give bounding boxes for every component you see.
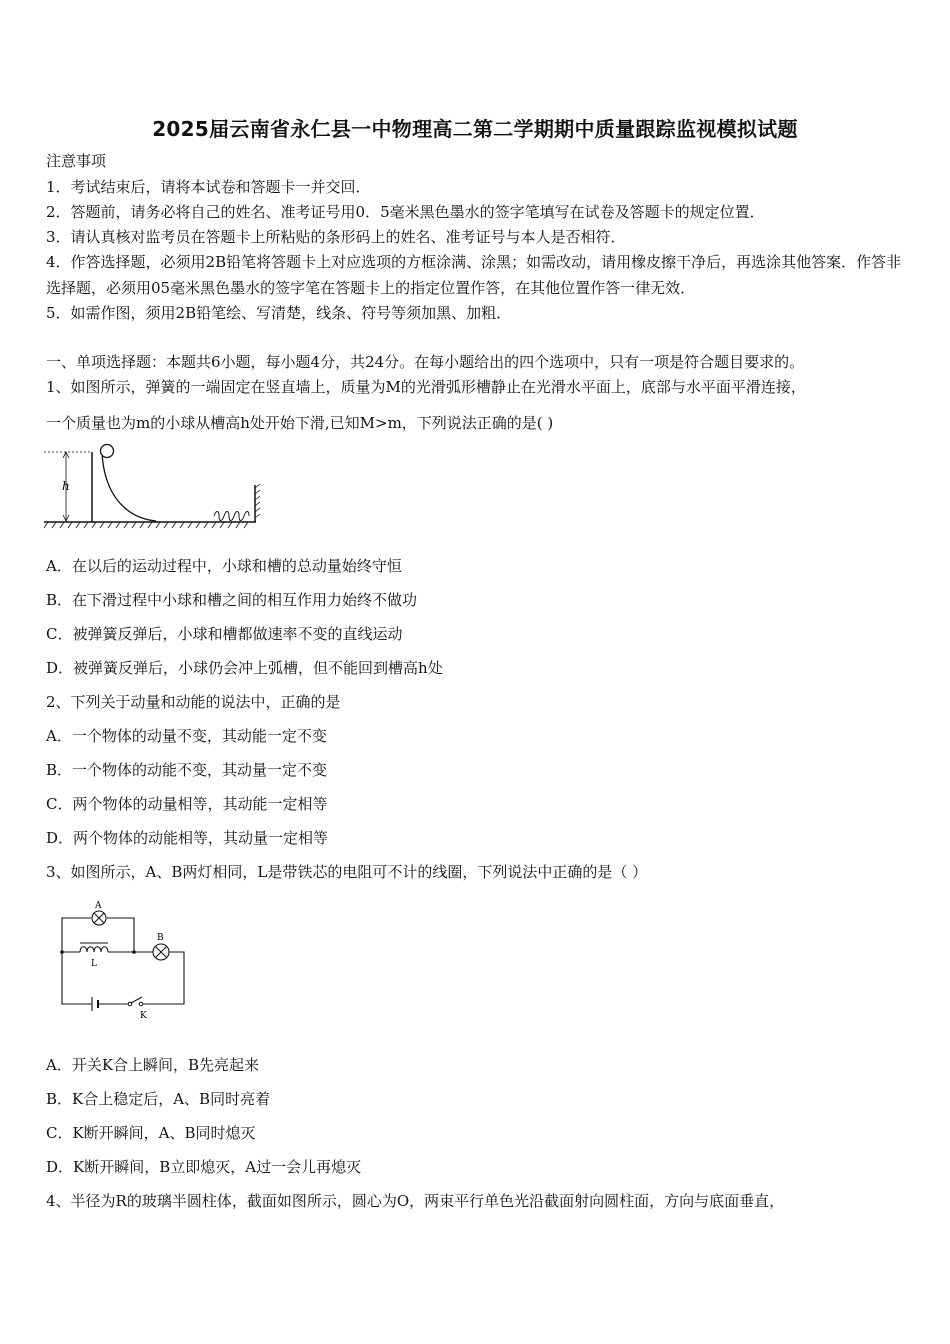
q1-option-a: A．在以后的运动过程中，小球和槽的总动量始终守恒 [46,557,402,575]
q1-stem-line1: 1、如图所示，弹簧的一端固定在竖直墙上，质量为M的光滑弧形槽静止在光滑水平面上，底部与水平面平滑连接， [46,378,806,396]
section-heading: 一、单项选择题：本题共6小题，每小题4分，共24分。在每小题给出的四个选项中，只有一项是符合题目要求的。 [46,353,805,371]
notice-item-4: 4．作答选择题，必须用2B铅笔将答题卡上对应选项的方框涂满、涂黑；如需改动，请用橡皮擦干净后，再选涂其他答案．作答非选择题，必须用05毫米黑色墨水的签字笔在答题卡上的指定位置作答，在其他位置作答一律无效． [46,253,902,297]
q1-option-b: B．在下滑过程中小球和槽之间的相互作用力始终不做功 [46,591,418,609]
q3-inductor-coil [80,947,108,952]
q3-wire-top-right [107,918,134,952]
q3-stem: 3、如图所示，A、B两灯相同，L是带铁芯的电阻可不计的线圈，下列说法中正确的是（ ） [46,863,648,881]
notice-item-5: 5．如需作图，须用2B铅笔绘、写清楚，线条、符号等须加黑、加粗． [46,304,512,322]
q3-label-a: A [95,901,102,911]
q2-option-b: B．一个物体的动能不变，其动量一定不变 [46,761,328,779]
q3-option-b: B．K合上稳定后，A、B同时亮着 [46,1090,271,1108]
q3-circuit-figure [56,900,191,1020]
notice-heading: 注意事项 [46,152,107,170]
q1-spring [214,512,249,521]
notice-item-2: 2．答题前，请务必将自己的姓名、准考证号用0．5毫米黑色墨水的签字笔填写在试卷及答题卡的规定位置． [46,203,765,221]
q2-stem: 2、下列关于动量和动能的说法中，正确的是 [46,693,341,711]
q1-option-d: D．被弹簧反弹后，小球仍会冲上弧槽，但不能回到槽高h处 [46,659,443,677]
q3-label-b: B [157,933,164,943]
q1-height-label: h [62,479,70,493]
q4-stem: 4、半径为R的玻璃半圆柱体，截面如图所示，圆心为O，两束平行单色光沿截面射向圆柱面，方向与底面垂直， [46,1192,785,1210]
q3-wire-left [62,952,92,1004]
q3-switch [128,997,143,1006]
q3-lamp-a [92,911,106,925]
q3-option-d: D．K断开瞬间，B立即熄灭，A过一会儿再熄灭 [46,1158,362,1176]
notice-item-1: 1．考试结束后，请将本试卷和答题卡一并交回． [46,178,371,196]
q1-option-c: C．被弹簧反弹后，小球和槽都做速率不变的直线运动 [46,625,403,643]
q1-arc-trough [102,452,156,521]
q1-ball [101,445,114,458]
q1-ground-hatch [44,522,248,528]
q2-option-c: C．两个物体的动量相等，其动能一定相等 [46,795,328,813]
q1-figure [44,440,264,530]
q3-battery [92,997,98,1011]
page-title: 2025届云南省永仁县一中物理高二第二学期期中质量跟踪监视模拟试题 [152,117,798,141]
q3-wire-top-left [62,918,91,952]
q3-option-a: A．开关K合上瞬间，B先亮起来 [46,1056,260,1074]
q2-option-a: A．一个物体的动量不变，其动能一定不变 [46,727,327,745]
q3-lamp-b [153,944,169,960]
q1-stem-line2: 一个质量也为m的小球从槽高h处开始下滑,已知M>m，下列说法正确的是( ) [46,414,554,432]
notice-item-3: 3．请认真核对监考员在答题卡上所粘贴的条形码上的姓名、准考证号与本人是否相符． [46,228,626,246]
q3-label-l: L [91,959,97,969]
q3-label-k: K [140,1011,147,1020]
q2-option-d: D．两个物体的动能相等，其动量一定相等 [46,829,329,847]
q3-option-c: C．K断开瞬间，A、B同时熄灭 [46,1124,256,1142]
